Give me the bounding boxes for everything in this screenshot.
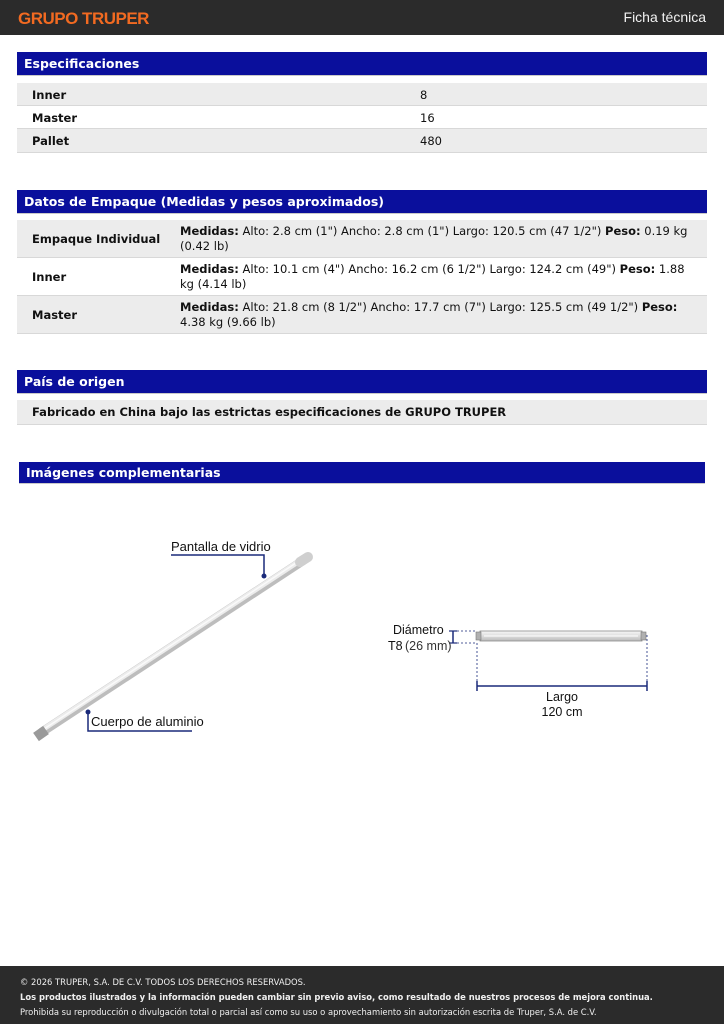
packaging-row-inner [17,258,707,296]
body-label: Cuerpo de aluminio [91,714,204,729]
led-tube-diagonal [36,557,308,737]
measures-label: Medidas: [180,224,239,238]
spec-value: 480 [420,134,442,148]
footer [0,966,724,1024]
measures-label: Medidas: [180,300,239,314]
weight-value: 0.19 kg (0.42 lb) [180,224,688,253]
spec-row-inner [17,83,707,106]
packaging-section-header: Datos de Empaque (Medidas y pesos aproximados) [17,190,707,214]
length-dimension [477,635,647,691]
packaging-label: Master [32,308,78,322]
document-title: Ficha técnica [623,9,706,25]
length-value: 120 cm [541,705,583,719]
weight-value: 1.88 kg (4.14 lb) [180,262,685,291]
packaging-label: Empaque Individual [32,232,161,246]
weight-label: Peso: [605,224,641,238]
footer-prohibition: Prohibida su reproducción o divulgación total o parcial así como su uso o aprovechamiento sin autorización escrita de Truper, S.A. de C.V. [20,1007,597,1017]
packaging-row-master [17,296,707,334]
spec-row-pallet [17,129,707,153]
diameter-type-label: T8 [388,639,403,653]
packaging-value [180,262,700,292]
spec-row-master [17,106,707,129]
origin-text: Fabricado en China bajo las estrictas especificaciones de GRUPO TRUPER [32,405,507,419]
diameter-mm-label: (26 mm) [405,639,452,653]
measures-value: Alto: 2.8 cm (1") Ancho: 2.8 cm (1") Largo: 120.5 cm (47 1/2") [242,224,602,238]
packaging-value [180,224,700,254]
glass-label: Pantalla de vidrio [171,539,271,554]
packaging-value [180,300,700,330]
weight-label: Peso: [619,262,656,276]
led-tube-horizontal [476,631,646,641]
spec-label: Pallet [32,134,70,148]
truper-logo: GRUPO TRUPER [18,9,149,28]
measures-value: Alto: 10.1 cm (4") Ancho: 16.2 cm (6 1/2") Largo: 124.2 cm (49") [242,262,617,276]
diameter-label: Diámetro [393,623,444,637]
spec-value: 8 [420,88,428,102]
glass-annotation [171,555,267,579]
weight-label: Peso: [641,300,678,314]
complementary-images [0,500,724,760]
packaging-row-individual [17,220,707,258]
specs-section-header: Especificaciones [17,52,707,76]
product-illustration [0,500,724,760]
length-label: Largo [546,690,578,704]
spec-label: Master [32,111,78,125]
packaging-label: Inner [32,270,67,284]
measures-label: Medidas: [180,262,239,276]
footer-copyright: © 2026 TRUPER, S.A. DE C.V. TODOS LOS DERECHOS RESERVADOS. [20,977,306,987]
top-bar [0,0,724,35]
weight-value: 4.38 kg (9.66 lb) [180,315,276,329]
footer-notice: Los productos ilustrados y la información pueden cambiar sin previo aviso, como resultado de nuestros procesos de mejora continua. [20,992,653,1002]
origin-row [17,400,707,425]
diameter-dimension [449,631,476,643]
images-section-header: Imágenes complementarias [19,462,705,484]
spec-label: Inner [32,88,67,102]
origin-section-header: País de origen [17,370,707,394]
spec-value: 16 [420,111,435,125]
measures-value: Alto: 21.8 cm (8 1/2") Ancho: 17.7 cm (7") Largo: 125.5 cm (49 1/2") [242,300,639,314]
